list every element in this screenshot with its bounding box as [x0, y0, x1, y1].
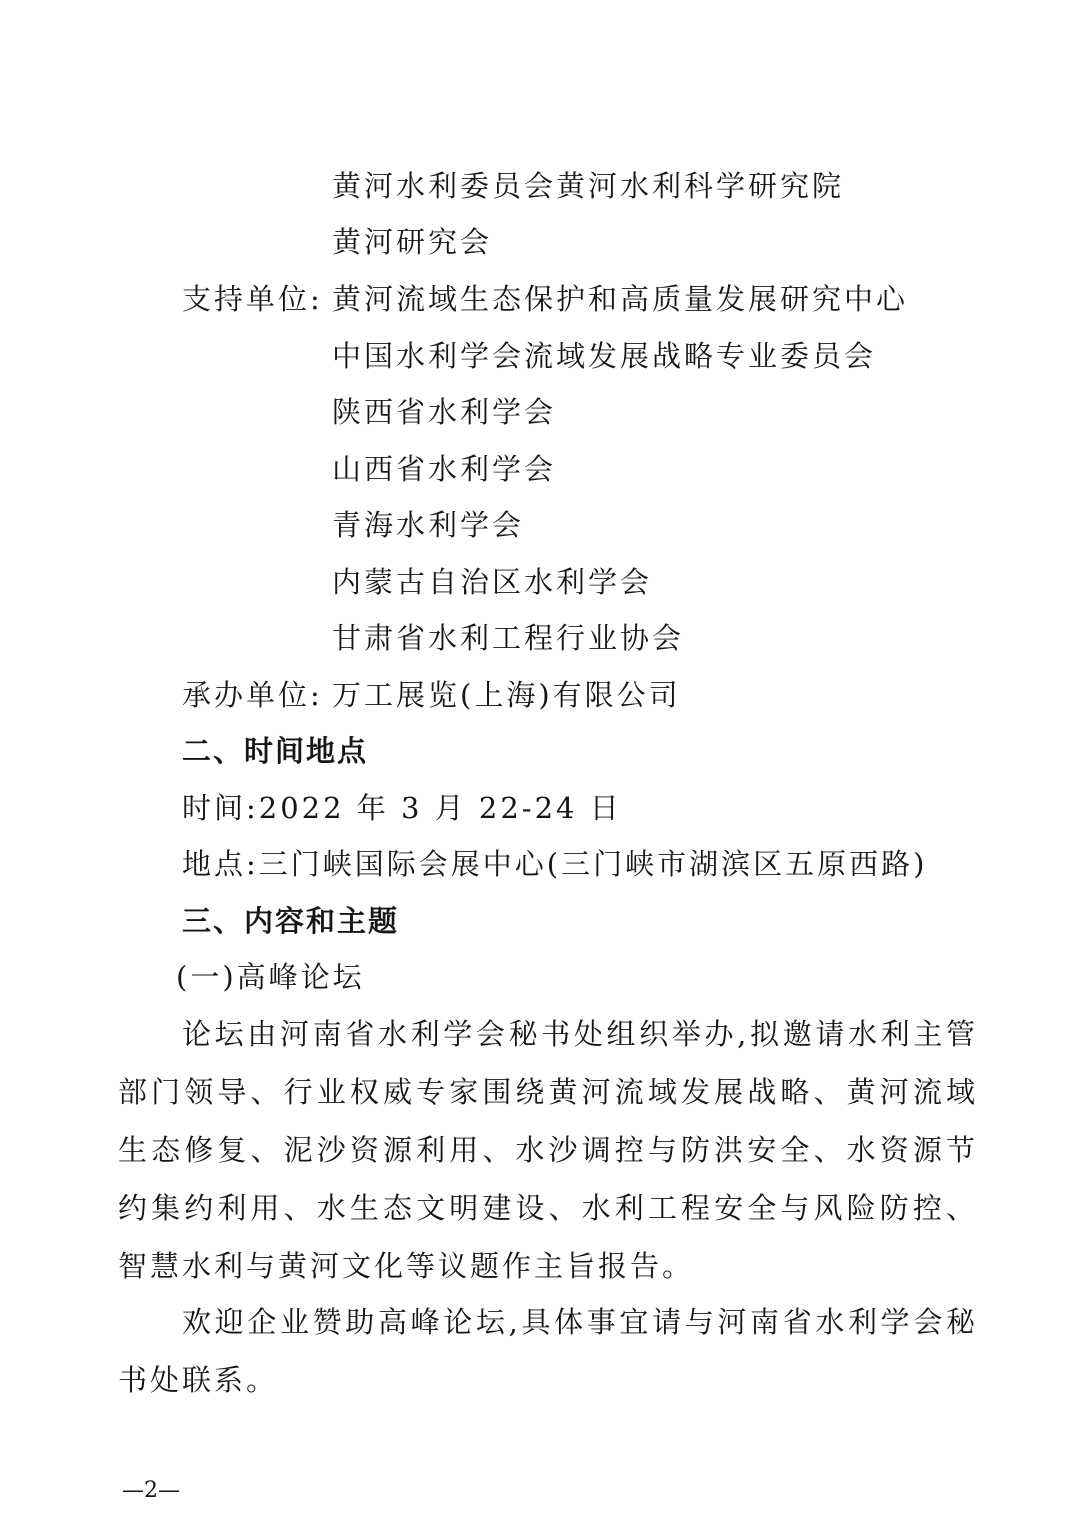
event-place: 地点:三门峡国际会展中心(三门峡市湖滨区五原西路) [182, 847, 928, 881]
paragraph-forum-text: 论坛由河南省水利学会秘书处组织举办,拟邀请水利主管部门领导、行业权威专家围绕黄河流域发展战略、黄河流域生态修复、泥沙资源利用、水沙调控与防洪安全、水资源节约集约利用、水生态文明建设、水利工程安全与风险防控、智慧水利与黄河文化等议题作主旨报告。 [118, 1017, 978, 1283]
support-unit-3: 陕西省水利学会 [332, 395, 557, 429]
support-unit-6: 内蒙古自治区水利学会 [332, 565, 653, 599]
host-label: 承办单位: [182, 678, 323, 712]
support-unit-2: 中国水利学会流域发展战略专业委员会 [332, 339, 877, 373]
organizer-line-2: 黄河研究会 [332, 225, 493, 259]
event-time: 时间:2022 年 3 月 22-24 日 [182, 791, 622, 825]
organizer-line-1: 黄河水利委员会黄河水利科学研究院 [332, 169, 845, 203]
support-unit-1: 黄河流域生态保护和高质量发展研究中心 [332, 282, 909, 316]
support-unit-5: 青海水利学会 [332, 508, 525, 542]
section-3-title: 三、内容和主题 [182, 904, 400, 938]
paragraph-forum [118, 1005, 978, 1295]
support-label: 支持单位: [182, 282, 323, 316]
paragraph-sponsor-text: 欢迎企业赞助高峰论坛,具体事宜请与河南省水利学会秘书处联系。 [118, 1305, 978, 1397]
page-number: —2— [122, 1478, 180, 1503]
paragraph-sponsor [118, 1293, 978, 1409]
subsection-1-title: (一)高峰论坛 [176, 960, 365, 994]
support-unit-7: 甘肃省水利工程行业协会 [332, 621, 685, 655]
section-2-title: 二、时间地点 [182, 734, 369, 768]
host-unit: 万工展览(上海)有限公司 [332, 678, 681, 712]
support-unit-4: 山西省水利学会 [332, 452, 557, 486]
